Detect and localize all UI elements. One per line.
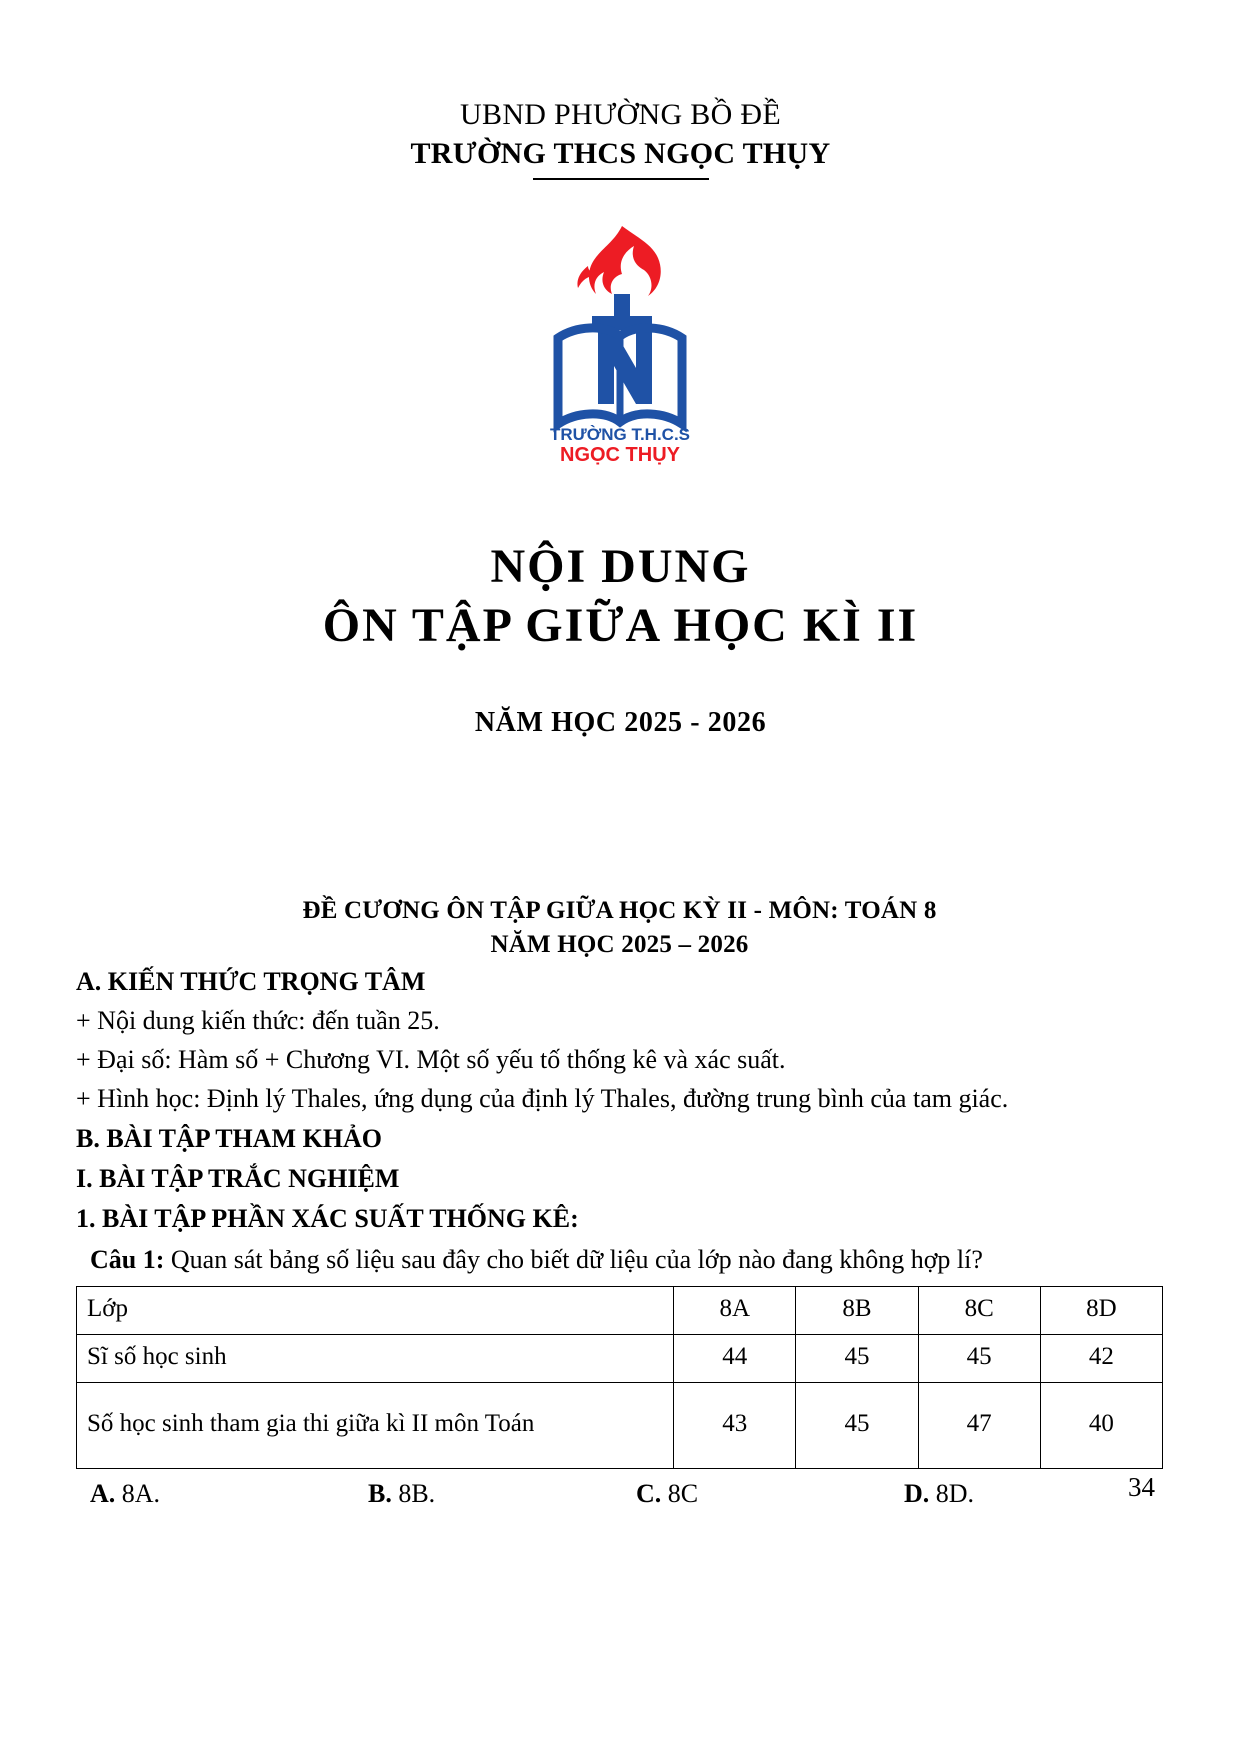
answer-options	[76, 1479, 1163, 1509]
question-text: Quan sát bảng số liệu sau đây cho biết dữ liệu của lớp nào đang không hợp lí?	[164, 1244, 983, 1274]
answer-text-c: 8C	[661, 1478, 699, 1508]
answer-option-b[interactable]	[368, 1479, 636, 1509]
page-number: 34	[1128, 1472, 1155, 1502]
document-body	[0, 894, 1241, 1509]
table-row	[77, 1286, 1163, 1334]
school-year: NĂM HỌC 2025 - 2026	[474, 707, 767, 739]
statistics-table	[76, 1286, 1163, 1469]
answer-key-d: D.	[904, 1478, 930, 1508]
logo-school-line1: TRƯỜNG T.H.C.S	[549, 425, 691, 444]
section-heading-i: I. BÀI TẬP TRẮC NGHIỆM	[76, 1164, 400, 1193]
torch-stem	[614, 294, 630, 316]
table-row	[77, 1382, 1163, 1468]
header-divider	[533, 178, 709, 181]
answer-text-d: 8D.	[929, 1478, 975, 1508]
bullet-line-3: + Hình học: Định lý Thales, ứng dụng của định lý Thales, đường trung bình của tam giác.	[76, 1084, 1009, 1114]
table-row	[77, 1334, 1163, 1382]
section-heading-1: 1. BÀI TẬP PHẦN XÁC SUẤT THỐNG KÊ:	[76, 1203, 579, 1233]
answer-option-a[interactable]	[90, 1479, 368, 1509]
authority-name: UBND PHƯỜNG BỒ ĐỀ	[460, 98, 781, 131]
flame-icon	[577, 226, 660, 296]
question-1	[76, 1240, 1163, 1279]
answer-key-c: C.	[636, 1478, 662, 1508]
table-header-8c: 8C	[918, 1286, 1040, 1334]
doc-subtitle-line2: NĂM HỌC 2025 – 2026	[490, 930, 749, 958]
section-heading-a: A. KIẾN THỨC TRỌNG TÂM	[76, 967, 426, 997]
row-total-8c: 45	[918, 1334, 1040, 1382]
question-label: Câu 1:	[90, 1244, 165, 1274]
row-label-total: Sĩ số học sinh	[77, 1334, 674, 1382]
row-participants-8c: 47	[918, 1382, 1040, 1468]
monogram-letter	[598, 330, 652, 404]
answer-option-c[interactable]	[636, 1479, 904, 1509]
logo-school-line2: NGỌC THỤY	[560, 444, 680, 466]
letterhead	[0, 0, 1241, 180]
table-header-8d: 8D	[1040, 1286, 1162, 1334]
bullet-line-2: + Đại số: Hàm số + Chương VI. Một số yếu tố thống kê và xác suất.	[76, 1045, 786, 1075]
section-heading-b: B. BÀI TẬP THAM KHẢO	[76, 1124, 383, 1154]
table-header-class: Lớp	[77, 1286, 674, 1334]
school-logo-wrapper	[0, 218, 1241, 466]
title-line-1: NỘI DUNG	[490, 540, 751, 593]
table-header-8b: 8B	[796, 1286, 918, 1334]
school-name: TRƯỜNG THCS NGỌC THỤY	[410, 136, 831, 170]
doc-subtitle-line1: ĐỀ CƯƠNG ÔN TẬP GIỮA HỌC KỲ II - MÔN: TOÁN 8	[302, 897, 937, 925]
answer-key-a: A.	[90, 1478, 116, 1508]
row-total-8a: 44	[674, 1334, 796, 1382]
row-participants-8a: 43	[674, 1382, 796, 1468]
main-title	[0, 538, 1241, 655]
answer-text-b: 8B.	[391, 1478, 436, 1508]
row-total-8b: 45	[796, 1334, 918, 1382]
school-logo	[518, 218, 723, 466]
row-participants-8b: 45	[796, 1382, 918, 1468]
bullet-line-1: + Nội dung kiến thức: đến tuần 25.	[76, 1006, 440, 1036]
table-header-8a: 8A	[674, 1286, 796, 1334]
title-line-2: ÔN TẬP GIỮA HỌC KÌ II	[322, 598, 919, 652]
answer-option-d[interactable]	[904, 1479, 974, 1509]
row-total-8d: 42	[1040, 1334, 1162, 1382]
row-participants-8d: 40	[1040, 1382, 1162, 1468]
answer-text-a: 8A.	[115, 1478, 161, 1508]
answer-key-b: B.	[368, 1478, 392, 1508]
row-label-participants: Số học sinh tham gia thi giữa kì II môn Toán	[77, 1382, 674, 1468]
